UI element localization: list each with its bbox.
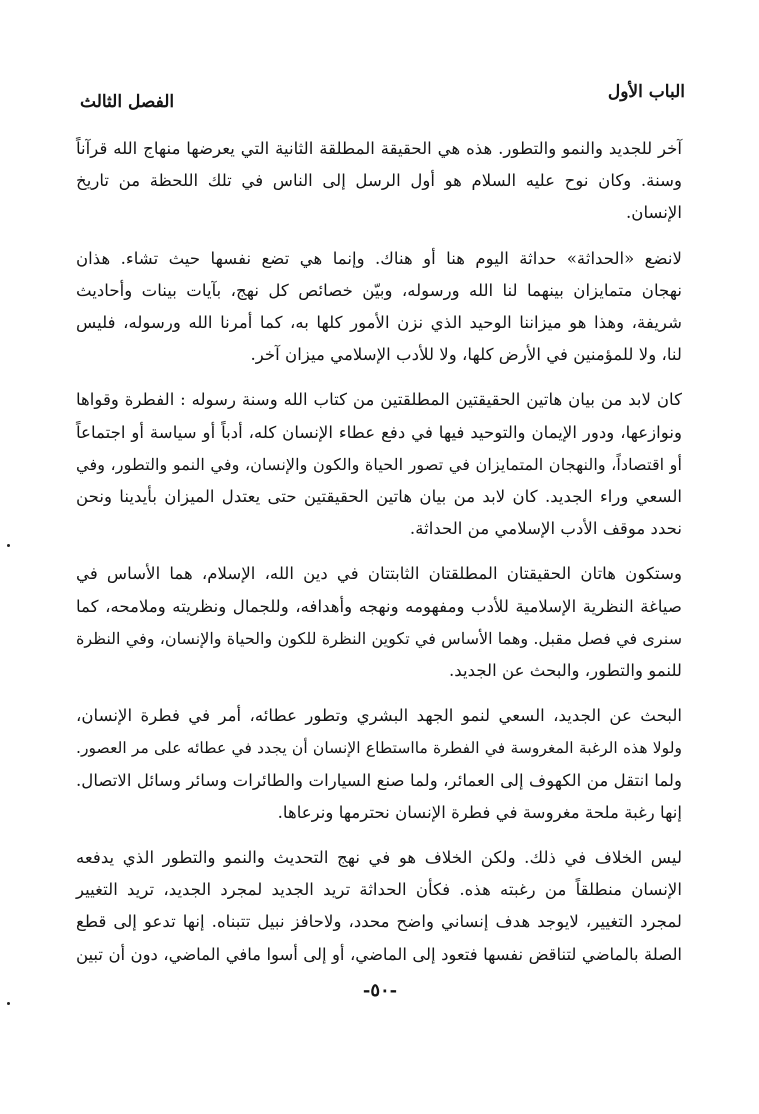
text-line: الصلة بالماضي لتناقض نفسها فتعود إلى الماضي، أو إلى أسوا مافي الماضي، دون أن تبين: [76, 944, 682, 964]
text-line: نحدد موقف الأدب الإسلامي من الحداثة.: [409, 519, 682, 539]
text-line: ولما انتقل من الكهوف إلى العمائر، ولما صنع السيارات والطائرات وسائر وسائل الاتصال.: [76, 770, 682, 790]
scan-speck: [7, 1002, 10, 1005]
text-line: البحث عن الجديد، السعي لنمو الجهد البشري وتطور عطائه، أمر في فطرة الإنسان،: [76, 706, 682, 726]
text-line: ونوازعها، ودور الإيمان والتوحيد فيها في دفع عطاء الإنسان كله، أدباً أو سياسة أو اجتماعاً: [76, 422, 682, 442]
paragraph-3: [76, 384, 682, 545]
text-line: لانضع «الحداثة» حداثة اليوم هنا أو هناك. وإنما هي تضع نفسها حيث تشاء. هذان: [76, 248, 682, 268]
text-line: وستكون هاتان الحقيقتان المطلقتان الثابتتان في دين الله، الإسلام، هما الأساس في: [76, 564, 682, 584]
paragraph-2: [76, 243, 682, 372]
text-line: سنرى في فصل مقبل. وهما الأساس في تكوين النظرة للكون والحياة والإنسان، وفي النظرة: [76, 628, 682, 648]
part-title: الباب الأول: [607, 82, 685, 102]
paragraph-6: [76, 842, 682, 971]
text-line: وسنة. وكان نوح عليه السلام هو أول الرسل إلى الناس في تلك اللحظة من تاريخ: [76, 171, 682, 191]
text-line: ليس الخلاف في ذلك. ولكن الخلاف هو في نهج التحديث والنمو والتطور الذي يدفعه: [76, 848, 682, 868]
text-line: أو اقتصاداً، والنهجان المتمايزان في تصور الحياة والكون والإنسان، وفي النمو والتطور، وفي: [76, 454, 682, 474]
paragraph-5: [76, 700, 682, 829]
text-line: شريفة، وهذا هو ميزاننا الوحيد الذي نزن الأمور كلها به، كما أمرنا الله ورسوله، فليس: [76, 313, 682, 333]
running-header: [70, 82, 685, 112]
body-text: [76, 133, 682, 984]
text-line: لمجرد التغيير، لايوجد هدف إنساني واضح محدد، ولاحافز نبيل تتبناه. إنها تدعو إلى قطع: [76, 912, 682, 932]
text-line: لنا، ولا للمؤمنين في الأرض كلها، ولا للأدب الإسلامي ميزان آخر.: [250, 345, 682, 365]
text-line: ولولا هذه الرغبة المغروسة في الفطرة مااستطاع الإنسان أن يجدد في عطائه على مر العصور.: [76, 739, 682, 758]
text-line: السعي وراء الجديد. كان لابد من بيان هاتين الحقيقتين حتى يعتدل الميزان بأيدينا ونحن: [76, 487, 682, 507]
text-line: الإنسان منطلقاً من رغبته هذه. فكأن الحداثة تريد الجديد لمجرد الجديد، تريد التغيير: [76, 880, 682, 900]
scan-speck: [7, 544, 10, 547]
text-line: نهجان متمايزان بينهما لنا الله ورسوله، وبيّن خصائص كل نهج، بآيات بينات وأحاديث: [76, 280, 682, 300]
text-line: الإنسان.: [625, 203, 682, 223]
paragraph-4: [76, 558, 682, 687]
page-number: -٥٠-: [362, 980, 398, 1001]
text-line: آخر للجديد والنمو والتطور. هذه هي الحقيقة المطلقة الثانية التي يعرضها منهاج الله قرآناً: [76, 139, 682, 158]
paragraph-1: [76, 133, 682, 230]
chapter-title: الفصل الثالث: [80, 92, 175, 112]
text-line: كان لابد من بيان هاتين الحقيقتين المطلقتين من كتاب الله وسنة رسوله : الفطرة وقواها: [76, 390, 682, 410]
text-line: صياغة النظرية الإسلامية للأدب ومفهومه ونهجه وأهدافه، وللجمال ونظريته وملامحه، كما: [76, 596, 682, 616]
text-line: إنها رغبة ملحة مغروسة في فطرة الإنسان نحترمها ونرعاها.: [277, 802, 682, 822]
text-line: للنمو والتطور، والبحث عن الجديد.: [449, 661, 682, 681]
